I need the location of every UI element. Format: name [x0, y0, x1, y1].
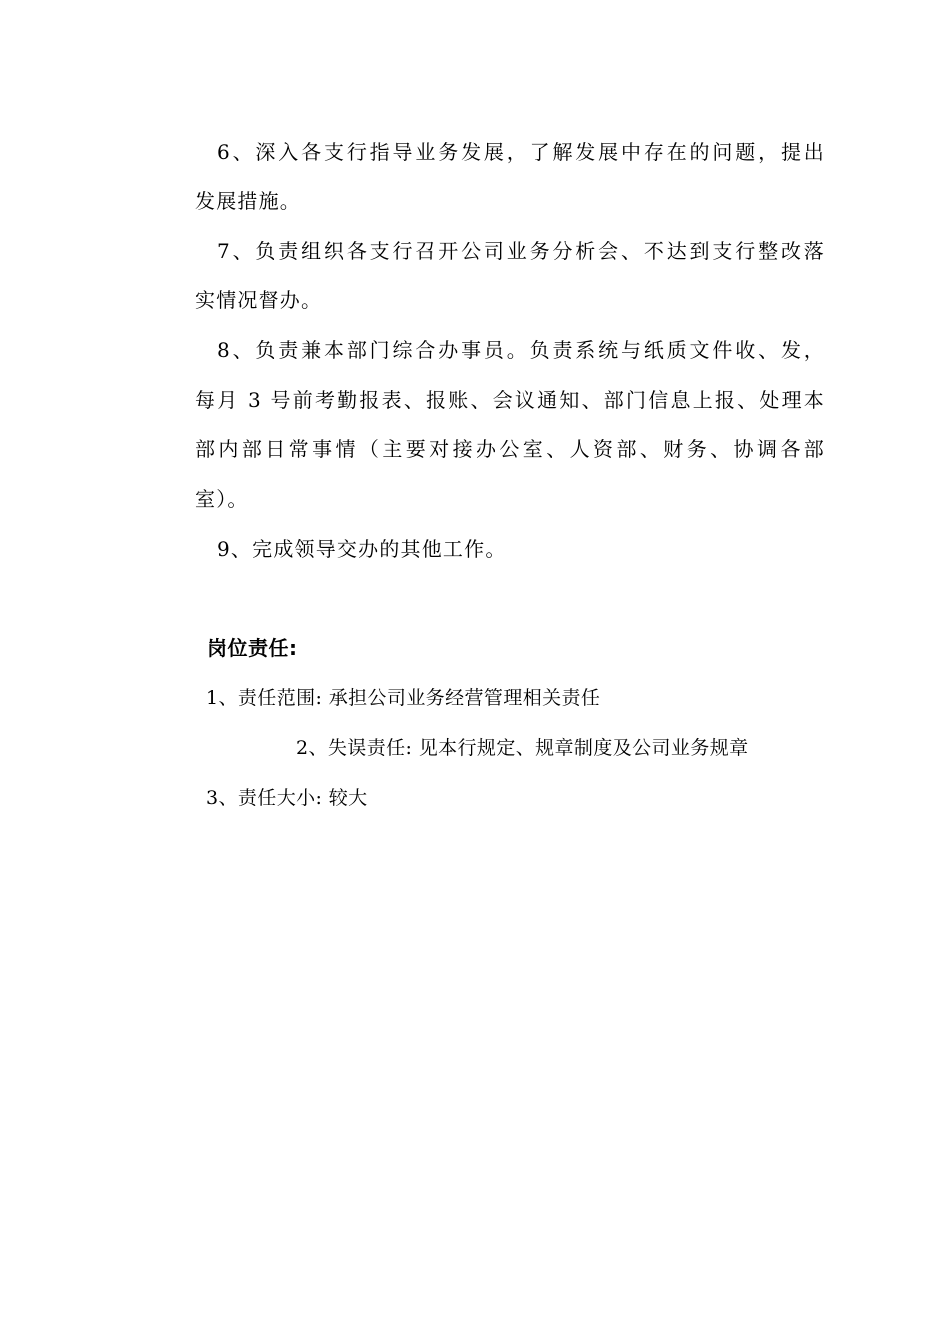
duty-8-line-4: 室）。	[195, 487, 249, 511]
duty-7-line-1: 7、负责组织各支行召开公司业务分析会、不达到支行整改落	[217, 239, 825, 263]
duty-8-line-3: 部内部日常事情（主要对接办公室、人资部、财务、协调各部	[195, 437, 825, 461]
duty-6-line-1: 6、深入各支行指导业务发展，了解发展中存在的问题，提出	[217, 140, 825, 164]
responsibility-item-level: 3、责任大小: 较大	[206, 787, 368, 809]
duty-8-line-2: 每月 3 号前考勤报表、报账、会议通知、部门信息上报、处理本	[195, 388, 825, 412]
duty-9-line-1: 9、完成领导交办的其他工作。	[217, 537, 507, 561]
duty-6-line-2: 发展措施。	[195, 189, 301, 213]
duty-8-line-1: 8、负责兼本部门综合办事员。负责系统与纸质文件收、发，	[217, 338, 825, 362]
duty-7-line-2: 实情况督办。	[195, 288, 323, 312]
responsibility-heading: 岗位责任:	[207, 636, 298, 660]
responsibility-item-scope: 1、责任范围: 承担公司业务经营管理相关责任	[206, 687, 601, 709]
responsibility-item-error: 2、失误责任: 见本行规定、规章制度及公司业务规章	[296, 737, 749, 759]
